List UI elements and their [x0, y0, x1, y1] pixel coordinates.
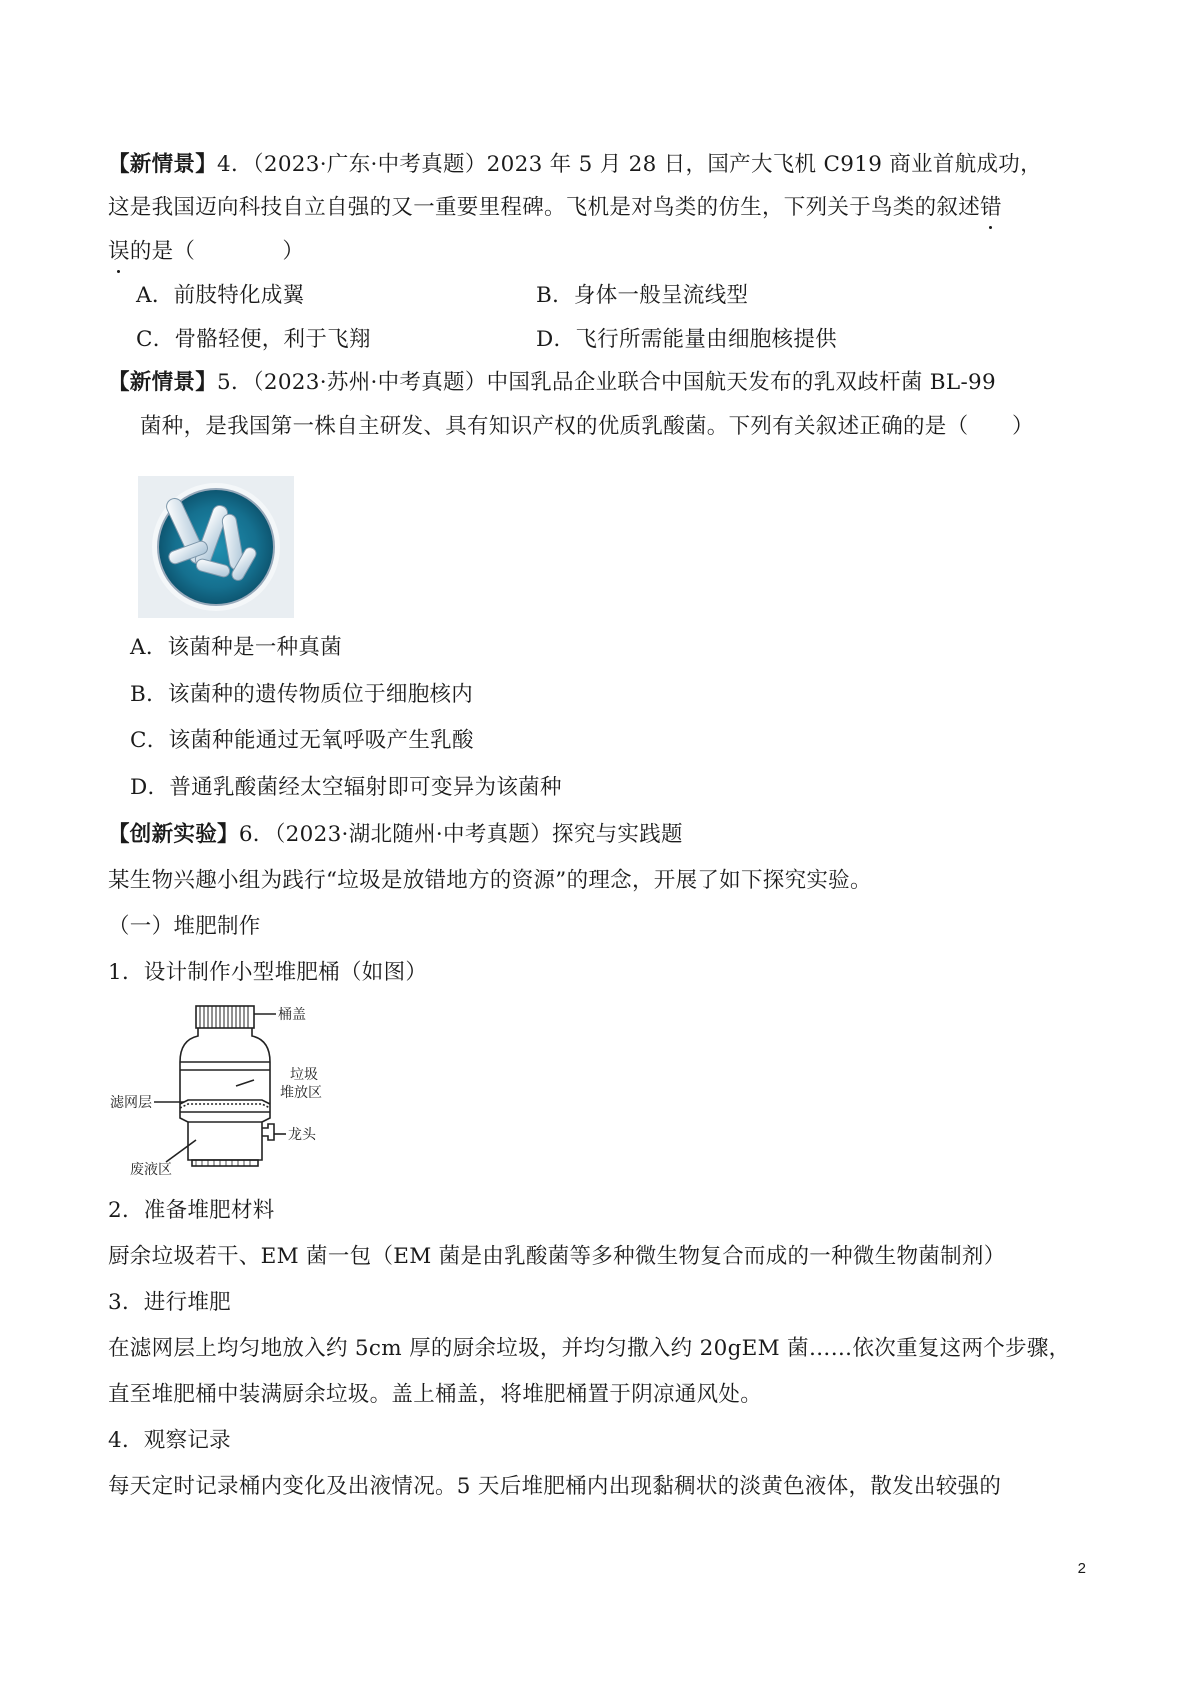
q6-step-1: 1．设计制作小型堆肥桶（如图）	[108, 960, 428, 985]
q4-option-b[interactable]: B．身体一般呈流线型	[536, 283, 749, 308]
label-waste-area-line-2: 堆放区	[280, 1085, 322, 1101]
q5-option-c[interactable]: C．该菌种能通过无氧呼吸产生乳酸	[130, 728, 474, 753]
q4-line-1	[108, 150, 1042, 180]
q4-text-2: 这是我国迈向科技自立自强的又一重要里程碑。飞机是对鸟类的仿生，下列关于鸟类的叙述	[108, 195, 981, 220]
q5-text-1: 5．（2023·苏州·中考真题）中国乳品企业联合中国航天发布的乳双歧杆菌 BL-99	[217, 370, 996, 395]
q4-emphasis-char-2: 误	[108, 239, 130, 264]
q5-line-2: 菌种，是我国第一株自主研发、具有知识产权的优质乳酸菌。下列有关叙述正确的是（ ）	[140, 414, 1034, 439]
q4-option-a[interactable]: A．前肢特化成翼	[136, 283, 305, 308]
q6-step-4-text: 每天定时记录桶内变化及出液情况。5 天后堆肥桶内出现黏稠状的淡黄色液体，散发出较强的	[108, 1474, 1002, 1499]
q6-step-3-text-1: 在滤网层上均匀地放入约 5cm 厚的厨余垃圾，并均匀撒入约 20gEM 菌……依次重复这两个步骤，	[108, 1336, 1071, 1361]
q5-line-1	[108, 368, 996, 398]
q6-title: 6．（2023·湖北随州·中考真题）探究与实践题	[238, 822, 683, 847]
q4-text-1: 4．（2023·广东·中考真题）2023 年 5 月 28 日，国产大飞机 C919 商业首航成功，	[217, 152, 1042, 177]
label-filter: 滤网层	[110, 1095, 152, 1111]
label-lid: 桶盖	[278, 1007, 306, 1023]
q6-step-2-text: 厨余垃圾若干、EM 菌一包（EM 菌是由乳酸菌等多种微生物复合而成的一种微生物菌制剂）	[108, 1244, 1006, 1269]
q6-intro: 某生物兴趣小组为践行“垃圾是放错地方的资源”的理念，开展了如下探究实验。	[108, 868, 872, 893]
q5-option-b[interactable]: B．该菌种的遗传物质位于细胞核内	[130, 682, 474, 707]
q5-tag: 【新情景】	[108, 370, 218, 395]
q4-emphasis-char-1: 错	[980, 195, 1002, 220]
q6-step-3: 3．进行堆肥	[108, 1290, 231, 1315]
q4-text-3: 的是（ ）	[129, 239, 305, 264]
q4-option-d[interactable]: D．飞行所需能量由细胞核提供	[536, 327, 837, 352]
q6-tag: 【创新实验】	[108, 822, 239, 847]
q5-option-a[interactable]: A．该菌种是一种真菌	[130, 635, 343, 660]
page-number: 2	[1077, 1560, 1086, 1577]
q6-step-2: 2．准备堆肥材料	[108, 1198, 275, 1223]
q4-line-2	[108, 193, 1002, 223]
q6-section-1: （一）堆肥制作	[108, 914, 261, 939]
q6-line-1	[108, 820, 683, 850]
q4-option-c[interactable]: C．骨骼轻便，利于飞翔	[136, 327, 371, 352]
compost-bin-diagram	[108, 1000, 338, 1178]
label-liquid: 废液区	[130, 1162, 172, 1178]
q6-step-3-text-2: 直至堆肥桶中装满厨余垃圾。盖上桶盖，将堆肥桶置于阴凉通风处。	[108, 1382, 763, 1407]
q6-step-4: 4．观察记录	[108, 1428, 231, 1453]
q4-line-3	[108, 237, 304, 267]
label-tap: 龙头	[288, 1127, 316, 1143]
q5-option-d[interactable]: D．普通乳酸菌经太空辐射即可变异为该菌种	[130, 775, 562, 800]
q4-tag: 【新情景】	[108, 152, 218, 177]
label-waste-area-line-1: 垃圾	[290, 1067, 318, 1083]
bacteria-image	[138, 476, 294, 618]
